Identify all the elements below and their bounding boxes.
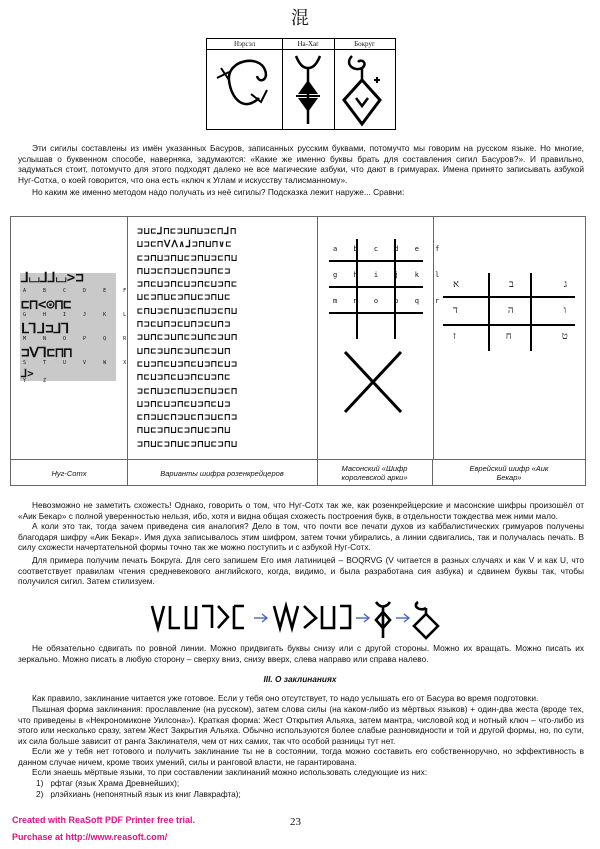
- paragraph-8: Пышная форма заклинания: прославление (на русском), затем слова силы (на каком-либо из мёртвых языков) + один-два жеста (вроде тех, что приведены в «Некрономиконе Уилсона»). Краткая форма: Жест Открытия Альяха, затем мантра, числовой код и нотный ключ – что-либо из этого или несколько сразу, затем Жест Закрытия Альяха. Обычно используются более слабые разновидности и той и другой формы, но, по сути, их сила больше зависит от ранга Заклинателя, чем от них самих, так что особой разницы тут нет.: [18, 704, 584, 746]
- rosicrucian-cell: [127, 217, 318, 459]
- rosicrucian-glyphs: ⊐⊔⊏⅃⊓⊏⊐⊔⊓⊔⊐⊏⊓⅃⊓ ⊔⊐⊏⊓ᐯᐱ∧⅃⊐⊓⊔⊓∨⊏ ⊏⊐⊓⊔⊐⊓⊔⊏⊐⊓⊔⊐⊏⊓⊔ ⊓⊔⊐⊏⊓⊐⊔⊏⊓⊐⊔⊓⊏⊐ ⊐⊓⊏⊔⊐⊓⊏⊔⊐⊓⊏⊔⊐⊓⊏ ⊔⊏⊐⊓⊔⊏⊐⊓⊔⊏⊐⊓⊔⊏ ⊏⊓⊔⊐⊏⊓⊔⊐⊏⊓⊔⊐⊏⊓⊔ ⊓⊐⊏⊔⊓⊐⊏⊔⊓⊐⊏⊔⊓⊐ ⊐⊔⊓⊏⊐⊔⊓⊏⊐⊔⊓⊏⊐⊔⊓ ⊔⊓⊏⊐⊔⊓⊏⊐⊔⊓⊏⊐⊔⊓ ⊏⊔⊐⊓⊏⊔⊐⊓⊏⊔⊐⊓⊏⊔⊐ ⊓⊏⊔⊐⊓⊏⊔⊐⊓⊏⊔⊐⊓⊏ ⊐⊏⊓⊔⊐⊏⊓⊔⊐⊏⊓⊔⊐⊏⊓ ⊔⊐⊓⊏⊔⊐⊓⊏⊔⊐⊓⊏⊔⊐ ⊏⊓⊐⊔⊏⊓⊐⊔⊏⊓⊐⊔⊏⊓⊐ ⊓⊔⊏⊐⊓⊔⊏⊐⊓⊔⊏⊐⊓⊔ ⊐⊓⊔⊏⊐⊓⊔⊏⊐⊓⊔⊏⊐⊓⊔: [137, 226, 238, 450]
- nug-soth-cell: [11, 217, 134, 459]
- list-item: [36, 778, 576, 789]
- trial-footer: [12, 812, 195, 846]
- paragraph-4: А коли это так, тогда зачем приведена сия аналогия? Дело в том, что почти все печати духов из каббалистических гримуаров получены благодаря шифру «Аик Бекар». Имя духа записывалось этим шифром, затем точки убирались, а линии сдвигались, так и получалась печать. В силу схожести начертательной формы точно так же можно поступить и с азбукой Нуг-Сотх.: [18, 521, 584, 553]
- masonic-grid-icon: [317, 217, 433, 459]
- sigil-name: Бокруг: [334, 39, 395, 50]
- page-kanji: 混: [291, 8, 309, 29]
- list-item-number: 2): [36, 789, 44, 799]
- paragraph-7: Как правило, заклинание читается уже готовое. Если у тебя оно отсутствует, то надо услышать его от Басура во время подготовки.: [32, 693, 539, 703]
- paragraph-5: Для примера получим печать Бокруга. Для сего запишем Его имя латиницей – BOQRVG (V читается в разных случаях и как V и как U, что соответствует правилам чтения средневекового английского, когда, видимо, и была разработана сия азбука) и сдвинем буквы так, чтобы получился сигил. Затем стилизуем.: [18, 555, 584, 587]
- hebrew-cell: [433, 217, 590, 459]
- hebrew-row1: ג ב א: [453, 279, 590, 290]
- paragraph-2: Но каким же именно методом надо получать из неё сигилы? Подсказка лежит наруже... Сравни:: [32, 187, 405, 197]
- masonic-row2: g h i j k l: [333, 271, 446, 279]
- sigil-nersel: [207, 39, 283, 129]
- paragraph-10: Если знаешь мёртвые языки, то при составлении заклинаний можно использовать следующие из них:: [32, 767, 428, 777]
- sigil-bokrug: [334, 39, 395, 129]
- nug-row5: Y Z: [23, 378, 54, 384]
- nug-soth-glyphs: ᒪ⅂ᒧ⊐⅃⅂: [21, 321, 70, 337]
- page-number: 23: [290, 816, 301, 828]
- paragraph-1: Эти сигилы составлены из имён указанных Басуров, записанных русским буквами, потомучто мы говорим на русском языке. Но многие, услышав о буквенном способе, наверняка, задумаются: «Какие же именно буквы брать для составления сигил Басуров?». И правильно, задуматься стоит, потомучто для этого подходят далеко не все магические азбуки, что дают в гримуарах. Имена принято записывать азбукой Нуг-Сотха, о коей говорится, что она есть «ключ к Углам и искусству талисманному».: [18, 143, 584, 185]
- list-item-text: рфтаг (язык Храма Древнейших);: [50, 778, 180, 788]
- nug-row4: S T U V W X: [23, 360, 134, 366]
- sigil-name: Нэрсэл: [207, 39, 282, 50]
- sigil-name: Ha-Xar: [282, 39, 334, 50]
- nersel-sigil-icon: [207, 50, 282, 128]
- cipher-comparison-table: [10, 216, 590, 486]
- nug-row3: M N O P Q R: [23, 336, 134, 342]
- hebrew-row2: ו ה ד: [453, 305, 589, 316]
- nug-soth-glyphs: ⊏⊓<⊙⊓⊏: [21, 297, 72, 313]
- sigil-table: [206, 38, 396, 130]
- haxar-sigil-icon: [282, 50, 334, 128]
- masonic-row3: m n o p q r: [333, 297, 446, 305]
- bokrug-sigil-icon: [334, 50, 395, 128]
- masonic-row1: a b c d e f: [333, 245, 446, 253]
- section-title: III. О заклинаниях: [263, 674, 337, 684]
- caption-rosicrucian: Варианты шифра розенкрейцеров: [127, 459, 318, 486]
- footer-line-2[interactable]: Purchase at http://www.reasoft.com/: [12, 832, 168, 842]
- paragraph-6: Не обязательно сдвигать по ровной линии. Можно придвигать буквы снизу или с другой стороны. Можно их вращать. Можно писать их зеркально. Можно писать в любую сторону – сверху вниз, снизу вверх, слева направо или справа налево.: [18, 643, 584, 664]
- paragraph-9: Если же у тебя нет готового и получить заклинание ты не в состоянии, тогда можно составить его собственноручно, но эффективность в данном случае ничем, кроме твоих умений, силы и ранговой власти, не гарантирована.: [18, 746, 584, 767]
- nug-soth-glyphs: ⊐ᐯ⅂⊏⊓⊓: [21, 345, 73, 361]
- bokrug-construction-icon: [150, 598, 450, 640]
- caption-hebrew: Еврейский шифр «Аик Бекар»: [433, 459, 585, 485]
- caption-nug-soth: Нуг-Сотх: [11, 459, 128, 486]
- nug-row2: G H I J K L: [23, 312, 134, 318]
- hebrew-row3: ט ח ז: [453, 331, 590, 342]
- masonic-cell: [317, 217, 446, 459]
- list-item-number: 1): [36, 778, 44, 788]
- nug-soth-glyphs: ⅃⌴⅃⅃⌴>⊐: [21, 270, 84, 286]
- paragraph-3: Невозможно не заметить схожесть! Однако, говорить о том, что Нуг-Сотх так же, как розенкрейцерские и масонские шифры произошёл от «Аик Бекар» с полной уверенностью нельзя, ибо, хотя и видна общая схожесть построения букв, в отдельности тождества меж ними мало.: [18, 500, 584, 521]
- nug-row1: A B C D E F: [23, 288, 134, 294]
- list-item-text: рлэйхиань (непонятный язык из книг Лавкрафта);: [50, 789, 241, 799]
- list-item: [36, 789, 576, 800]
- caption-masonic: Масонский «Шифр королевской арки»: [317, 459, 433, 485]
- nug-soth-glyphs: ⅃>: [21, 367, 34, 380]
- footer-line-1: Created with ReaSoft PDF Printer free trial.: [12, 815, 196, 825]
- sigil-haxar: [282, 39, 335, 129]
